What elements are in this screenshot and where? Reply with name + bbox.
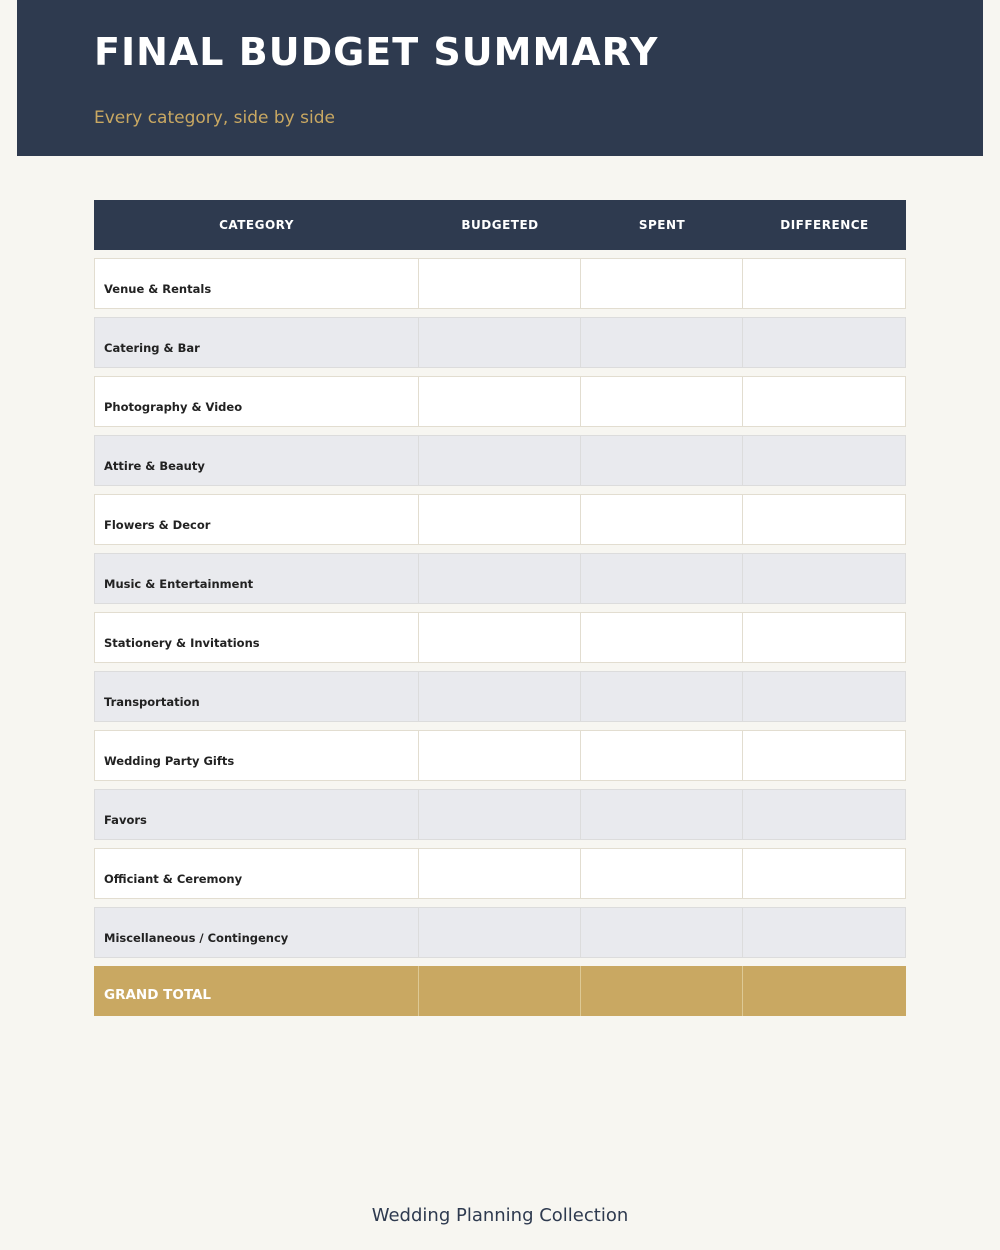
table-row <box>94 376 906 427</box>
budgeted-cell[interactable] <box>419 612 581 663</box>
difference-cell[interactable] <box>743 258 906 309</box>
table-row <box>94 789 906 840</box>
category-cell: Wedding Party Gifts <box>94 730 419 781</box>
spent-cell[interactable] <box>581 553 743 604</box>
spent-cell[interactable] <box>581 317 743 368</box>
category-cell: Stationery & Invitations <box>94 612 419 663</box>
budgeted-cell[interactable] <box>419 789 581 840</box>
table-row <box>94 494 906 545</box>
table-row <box>94 435 906 486</box>
difference-cell[interactable] <box>743 907 906 958</box>
difference-cell[interactable] <box>743 848 906 899</box>
difference-cell[interactable] <box>743 612 906 663</box>
spent-cell[interactable] <box>581 730 743 781</box>
column-header-difference: DIFFERENCE <box>780 218 869 232</box>
difference-cell[interactable] <box>743 435 906 486</box>
difference-cell[interactable] <box>743 553 906 604</box>
budget-table <box>94 200 906 1016</box>
category-cell: Transportation <box>94 671 419 722</box>
difference-cell[interactable] <box>743 730 906 781</box>
category-cell: Venue & Rentals <box>94 258 419 309</box>
page-title: FINAL BUDGET SUMMARY <box>94 30 659 74</box>
table-row <box>94 848 906 899</box>
spent-cell[interactable] <box>581 435 743 486</box>
difference-cell[interactable] <box>743 671 906 722</box>
category-cell: Music & Entertainment <box>94 553 419 604</box>
budgeted-cell[interactable] <box>419 317 581 368</box>
budgeted-cell[interactable] <box>419 376 581 427</box>
table-row <box>94 317 906 368</box>
grand-total-budgeted-cell[interactable] <box>419 966 581 1016</box>
spent-cell[interactable] <box>581 258 743 309</box>
budgeted-cell[interactable] <box>419 671 581 722</box>
table-row <box>94 730 906 781</box>
category-cell: Catering & Bar <box>94 317 419 368</box>
page-subtitle: Every category, side by side <box>94 108 335 128</box>
spent-cell[interactable] <box>581 671 743 722</box>
table-row <box>94 907 906 958</box>
spent-cell[interactable] <box>581 494 743 545</box>
column-header-spent: SPENT <box>638 218 686 232</box>
table-row <box>94 612 906 663</box>
table-body <box>94 258 906 958</box>
budgeted-cell[interactable] <box>419 848 581 899</box>
category-cell: Officiant & Ceremony <box>94 848 419 899</box>
spent-cell[interactable] <box>581 907 743 958</box>
difference-cell[interactable] <box>743 317 906 368</box>
footer-text: Wedding Planning Collection <box>371 1205 629 1226</box>
budgeted-cell[interactable] <box>419 553 581 604</box>
table-row <box>94 258 906 309</box>
grand-total-row <box>94 966 906 1016</box>
budgeted-cell[interactable] <box>419 907 581 958</box>
difference-cell[interactable] <box>743 494 906 545</box>
category-cell: Photography & Video <box>94 376 419 427</box>
table-row <box>94 671 906 722</box>
difference-cell[interactable] <box>743 789 906 840</box>
category-cell: Favors <box>94 789 419 840</box>
difference-cell[interactable] <box>743 376 906 427</box>
category-cell: Miscellaneous / Contingency <box>94 907 419 958</box>
grand-total-difference-cell[interactable] <box>743 966 906 1016</box>
spent-cell[interactable] <box>581 848 743 899</box>
budgeted-cell[interactable] <box>419 258 581 309</box>
grand-total-label: GRAND TOTAL <box>94 966 419 1016</box>
table-row <box>94 553 906 604</box>
budgeted-cell[interactable] <box>419 435 581 486</box>
category-cell: Attire & Beauty <box>94 435 419 486</box>
category-cell: Flowers & Decor <box>94 494 419 545</box>
budgeted-cell[interactable] <box>419 494 581 545</box>
grand-total-spent-cell[interactable] <box>581 966 743 1016</box>
spent-cell[interactable] <box>581 376 743 427</box>
budgeted-cell[interactable] <box>419 730 581 781</box>
table-header <box>94 200 906 250</box>
page-header <box>17 0 983 156</box>
spent-cell[interactable] <box>581 612 743 663</box>
spent-cell[interactable] <box>581 789 743 840</box>
column-header-budgeted: BUDGETED <box>461 218 539 232</box>
column-header-category: CATEGORY <box>219 218 294 232</box>
